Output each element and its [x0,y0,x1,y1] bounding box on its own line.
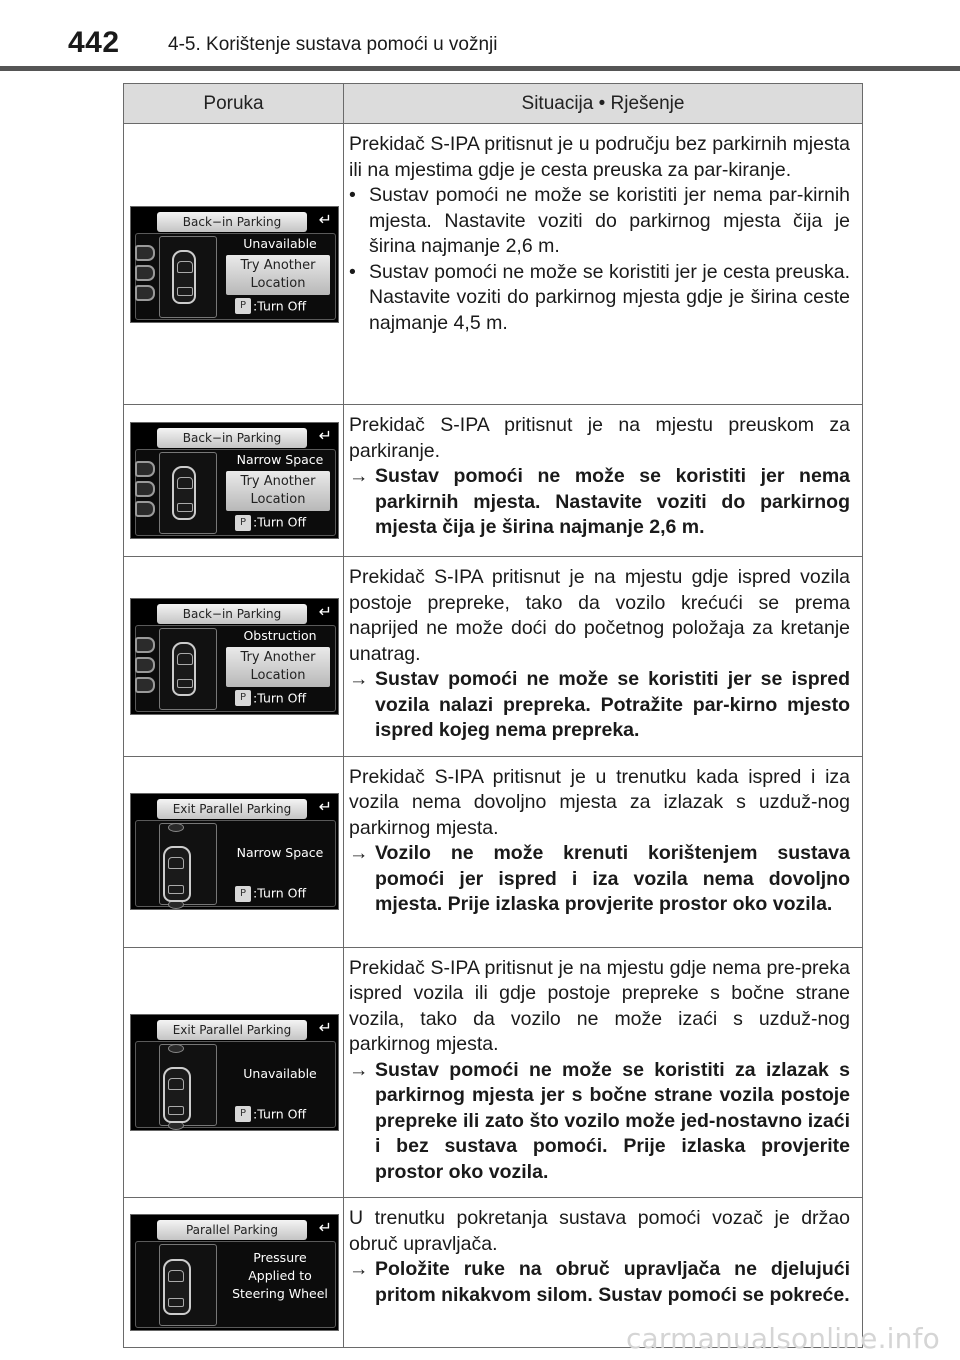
display-screen [130,206,339,323]
turn-off-label: :Turn Off [253,690,307,706]
parked-car-icon [135,481,155,497]
status-line3: Steering Wheel [232,1286,328,1301]
parked-car-icon [135,245,155,261]
situation-cell [344,756,863,947]
situation-text: Prekidač S-IPA pritisnut je u području bez parkirnih mjesta ili na mjestima gdje je cesta preuska za par-kiranje. [349,133,850,181]
button-label-line1: Try Another [240,649,316,665]
column-header-situation: Situacija • Rješenje [344,84,863,124]
screen-title: Back−in Parking [157,428,307,448]
parked-car-icon [135,637,155,653]
status-message: Narrow Space [236,845,324,860]
solution-text: Vozilo ne može krenuti korištenjem sustava pomoći jer ispred i iza vozila nema dovoljno mjesta. Prije izlaska provjerite prostor oko vozila. [375,842,850,915]
table-row [124,756,863,947]
vehicle-icon [163,846,191,902]
parked-car-icon [135,677,155,693]
list-item [349,260,850,337]
right-arrow-icon: → [349,842,369,864]
situation-text: U trenutku pokretanja sustava pomoći vozač je držao obruč upravljača. [349,1207,850,1255]
button-label-line1: Try Another [240,474,316,489]
button-label-line2: Location [250,667,306,683]
button-label-line2: Location [250,275,306,291]
right-arrow-icon: → [349,1258,369,1280]
obstacle-icon [168,823,184,832]
parking-assist-icon: P [235,515,251,531]
turn-off-label: :Turn Off [253,885,307,901]
vehicle-icon [163,1259,191,1315]
solution-text: Sustav pomoći ne može se koristiti jer se ispred vozila nalazi prepreka. Potražite par-kirno mjesto ispred kojeg nema prepreka. [375,668,850,741]
column-header-message: Poruka [124,84,344,124]
parked-car-icon [135,657,155,673]
return-arrow-icon: ↵ [318,797,332,816]
header-divider [0,66,960,71]
parking-assist-icon: P [235,886,251,902]
situation-cell [344,124,863,405]
solution-text: Sustav pomoći ne može se koristiti jer je cesta preuska. Nastavite voziti do parkirnog mjesta gdje je širina ceste najmanje 4,5 m. [369,260,850,334]
message-cell [124,405,344,557]
button-label-line2: Location [250,492,306,507]
solution-item [349,1257,850,1308]
situation-cell [344,947,863,1198]
try-another-location-button [226,255,330,295]
situation-text: Prekidač S-IPA pritisnut je na mjestu gdje ispred vozila postoje prepreke, tako da vozilo krećući se prema naprijed ne može doći do početnog položaja za kretanje unatrag. [349,566,850,665]
display-screen [130,1014,339,1131]
bullet-marker: • [349,184,356,206]
parking-assist-icon: P [235,1106,251,1122]
parked-car-icon [135,285,155,301]
parked-car-icon [135,265,155,281]
table-header-row [124,84,863,124]
parked-car-icon [135,501,155,517]
status-line1: Pressure [253,1250,307,1265]
try-another-location-button [226,647,330,687]
solution-item [349,1058,850,1186]
vehicle-icon [172,642,196,696]
turn-off-hint [235,297,306,316]
return-arrow-icon: ↵ [318,426,332,445]
status-message: Narrow Space [236,452,324,467]
message-cell [124,557,344,757]
turn-off-label: :Turn Off [253,514,307,530]
solution-item [349,841,850,918]
right-arrow-icon: → [349,668,369,690]
screen-title: Parallel Parking [157,1220,307,1240]
right-arrow-icon: → [349,465,369,487]
table-row [124,947,863,1198]
table-row [124,405,863,557]
section-title: 4-5. Korištenje sustava pomoći u vožnji [168,34,498,55]
turn-off-hint [235,689,306,708]
solution-text: Sustav pomoći ne može se koristiti za izlazak s parkirnog mjesta jer s bočne strane vozila postoje prepreke ili zato što vozilo može jed-nostavno izaći i bez sustava pomoći. Prije izlaska provjerite prostor oko vozila. [375,1058,850,1183]
situation-text: Prekidač S-IPA pritisnut je u trenutku kada ispred i iza vozila nema dovoljno mjesta za izlazak s uzduž-nog parkirnog mjesta. [349,765,850,839]
status-message: Unavailable [243,235,317,251]
situation-text: Prekidač S-IPA pritisnut je na mjestu gdje nema pre-preka ispred vozila ili gdje postoje prepreke s bočne strane vozila, tako da vozilo ne može izaći s uzduž-nog parkirnog mjesta. [349,956,850,1055]
display-screen [130,1214,339,1331]
solution-text: Položite ruke na obruč upravljača ne djelujući pritom nikakvom silom. Sustav pomoći se pokreće. [375,1258,850,1306]
page-number: 442 [68,26,120,59]
screen-title: Exit Parallel Parking [157,799,307,819]
table-row [124,124,863,405]
solution-item [349,667,850,744]
turn-off-label: :Turn Off [253,1106,307,1122]
status-message: Obstruction [243,627,317,643]
situation-text: Prekidač S-IPA pritisnut je na mjestu preuskom za parkiranje. [349,414,850,462]
message-cell [124,1198,344,1348]
parked-car-icon [135,461,155,477]
return-arrow-icon: ↵ [318,1218,332,1237]
screen-title: Exit Parallel Parking [157,1020,307,1040]
return-arrow-icon: ↵ [318,209,332,229]
turn-off-label: :Turn Off [253,298,307,313]
message-cell [124,947,344,1198]
screen-title: Back−in Parking [157,604,307,624]
screen-title: Back−in Parking [157,212,307,232]
display-screen [130,598,339,715]
return-arrow-icon: ↵ [318,1017,332,1037]
situation-cell [344,405,863,557]
solution-text: Sustav pomoći ne može se koristiti jer nema parkirnih mjesta. Nastavite voziti do parkirnog mjesta čija je širina najmanje 2,6 m. [375,465,850,538]
message-cell [124,756,344,947]
vehicle-icon [163,1067,191,1123]
bullet-marker: • [349,260,356,283]
right-arrow-icon: → [349,1058,369,1081]
status-message [226,1249,334,1303]
table-row [124,557,863,757]
try-another-location-button [226,471,330,511]
turn-off-hint [235,513,306,532]
site-watermark: carmanualsonline.info [625,1322,940,1355]
vehicle-icon [172,250,196,304]
turn-off-hint [235,1105,306,1124]
status-line2: Applied to [248,1268,312,1283]
button-label-line1: Try Another [240,257,316,273]
return-arrow-icon: ↵ [318,601,332,621]
display-screen [130,793,339,910]
message-cell [124,124,344,405]
solution-item [349,464,850,541]
status-message: Unavailable [243,1065,317,1081]
obstacle-icon [168,1044,184,1053]
parking-assist-icon: P [235,298,251,314]
parking-assist-icon: P [235,690,251,706]
list-item [349,183,850,260]
message-table [123,83,863,1348]
solution-text: Sustav pomoći ne može se koristiti jer nema par-kirnih mjesta. Nastavite voziti do parkirnog mjesta čija je širina najmanje 2,6 m. [369,184,850,257]
situation-cell [344,557,863,757]
turn-off-hint [235,884,306,903]
display-screen [130,422,339,539]
vehicle-icon [172,466,196,520]
